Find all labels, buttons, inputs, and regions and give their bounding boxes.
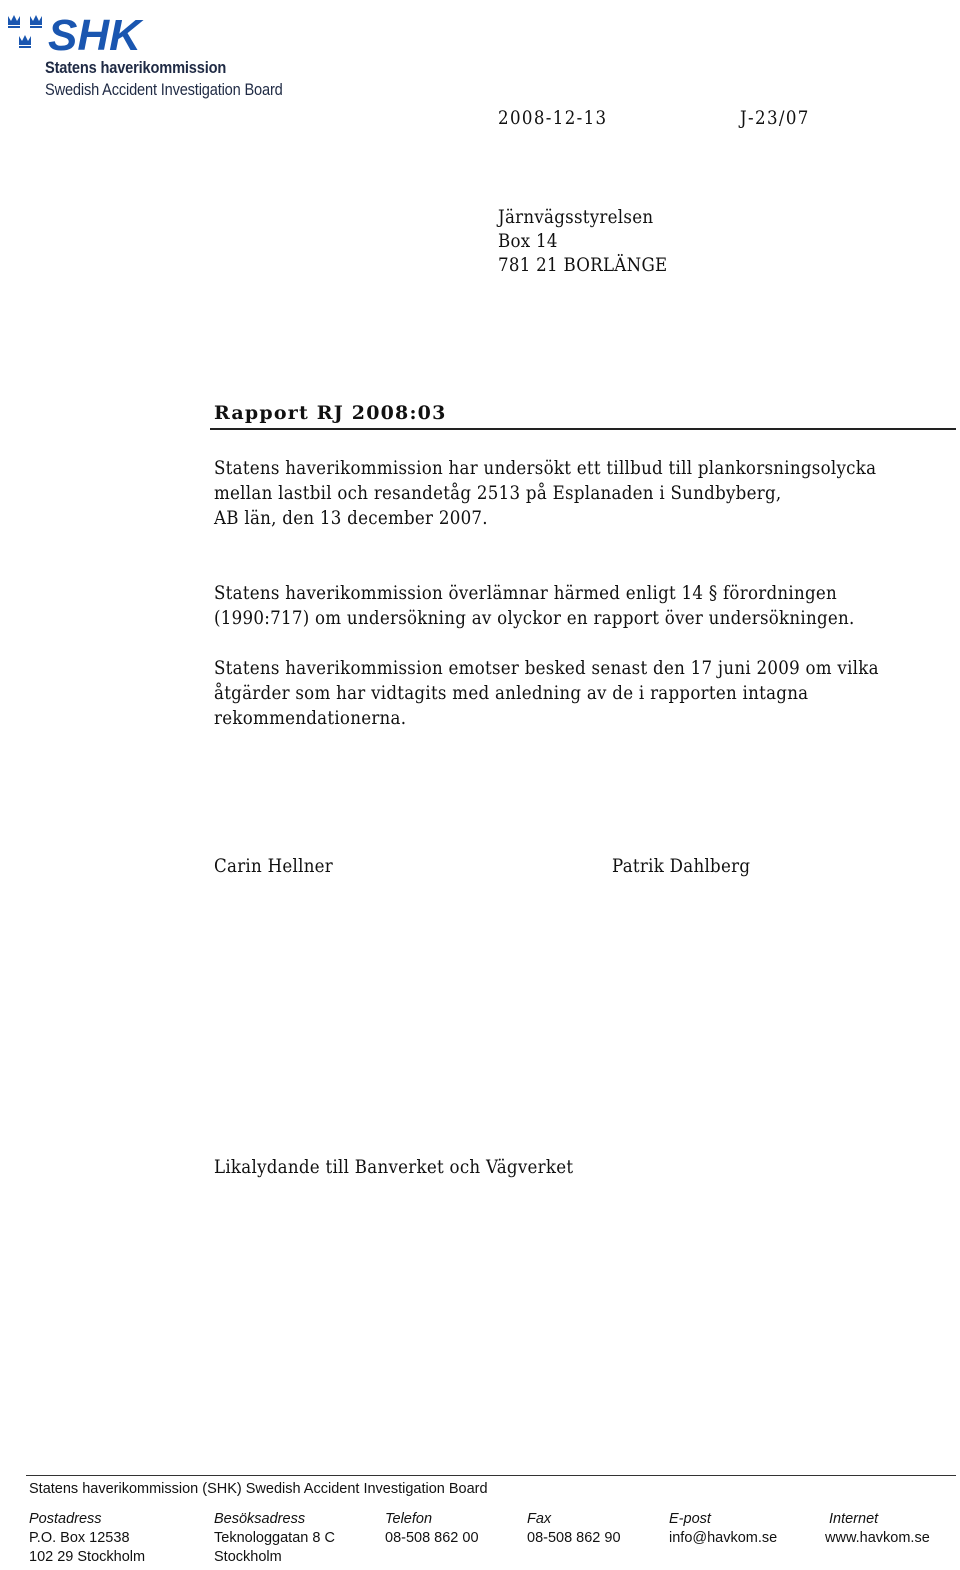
paragraph-line: Statens haverikommission har undersökt ett tillbud till plankorsningsolycka	[214, 458, 877, 479]
footer-col-postadress	[29, 1511, 145, 1565]
footer-value: 102 29 Stockholm	[29, 1549, 146, 1565]
letter-date: 2008-12-13	[498, 108, 608, 129]
footer-value: Stockholm	[214, 1549, 282, 1565]
footer-value: Teknologgatan 8 C	[214, 1530, 335, 1546]
paragraph-1	[214, 456, 934, 531]
footer-label: Internet	[829, 1511, 879, 1527]
footer-label: Postadress	[29, 1511, 102, 1527]
copy-note: Likalydande till Banverket och Vägverket	[214, 1157, 574, 1178]
logo-name-en: Swedish Accident Investigation Board	[45, 80, 283, 99]
recipient-name: Järnvägsstyrelsen	[498, 207, 654, 228]
footer-value: P.O. Box 12538	[29, 1530, 130, 1546]
footer-value: 08-508 862 00	[385, 1530, 479, 1546]
paragraph-line: åtgärder som har vidtagits med anledning av de i rapporten intagna	[214, 683, 809, 704]
footer-value: 08-508 862 90	[527, 1530, 621, 1546]
footer-col-fax	[527, 1511, 621, 1546]
reference-number: J-23/07	[740, 108, 810, 129]
recipient-address	[498, 206, 686, 278]
recipient-box: Box 14	[498, 231, 558, 252]
footer-org: Statens haverikommission (SHK) Swedish Accident Investigation Board	[29, 1481, 488, 1497]
signature-right: Patrik Dahlberg	[612, 856, 751, 877]
paragraph-3	[214, 656, 934, 731]
footer-email-link[interactable]: info@havkom.se	[669, 1530, 778, 1546]
footer-label: Fax	[527, 1511, 552, 1527]
paragraph-line: Statens haverikommission emotser besked senast den 17 juni 2009 om vilka	[214, 658, 879, 679]
footer-label: Besöksadress	[214, 1511, 306, 1527]
signature-left: Carin Hellner	[214, 856, 334, 877]
recipient-city: 781 21 BORLÄNGE	[498, 255, 668, 276]
footer-col-internet	[825, 1511, 930, 1546]
logo-name: Statens haverikommission	[45, 58, 227, 77]
shk-wordmark	[46, 12, 150, 56]
paragraph-line: AB län, den 13 december 2007.	[214, 508, 488, 529]
footer-col-besoksadress	[214, 1511, 335, 1565]
footer-col-telefon	[385, 1511, 479, 1546]
three-crowns-icon	[6, 12, 50, 56]
paragraph-line: rekommendationerna.	[214, 708, 407, 729]
footer-label: E-post	[669, 1511, 711, 1527]
footer-label: Telefon	[385, 1511, 433, 1527]
report-title: Rapport RJ 2008:03	[214, 402, 447, 424]
paragraph-2	[214, 581, 934, 631]
footer-rule	[26, 1475, 956, 1476]
footer-website-link[interactable]: www.havkom.se	[825, 1530, 930, 1546]
title-rule	[210, 428, 956, 430]
paragraph-line: mellan lastbil och resandetåg 2513 på Esplanaden i Sundbyberg,	[214, 483, 782, 504]
footer-col-epost	[669, 1511, 777, 1546]
paragraph-line: Statens haverikommission överlämnar härmed enligt 14 § förordningen	[214, 583, 838, 604]
paragraph-line: (1990:717) om undersökning av olyckor en rapport över undersökningen.	[214, 608, 855, 629]
logo-mark: SHK	[48, 12, 141, 56]
